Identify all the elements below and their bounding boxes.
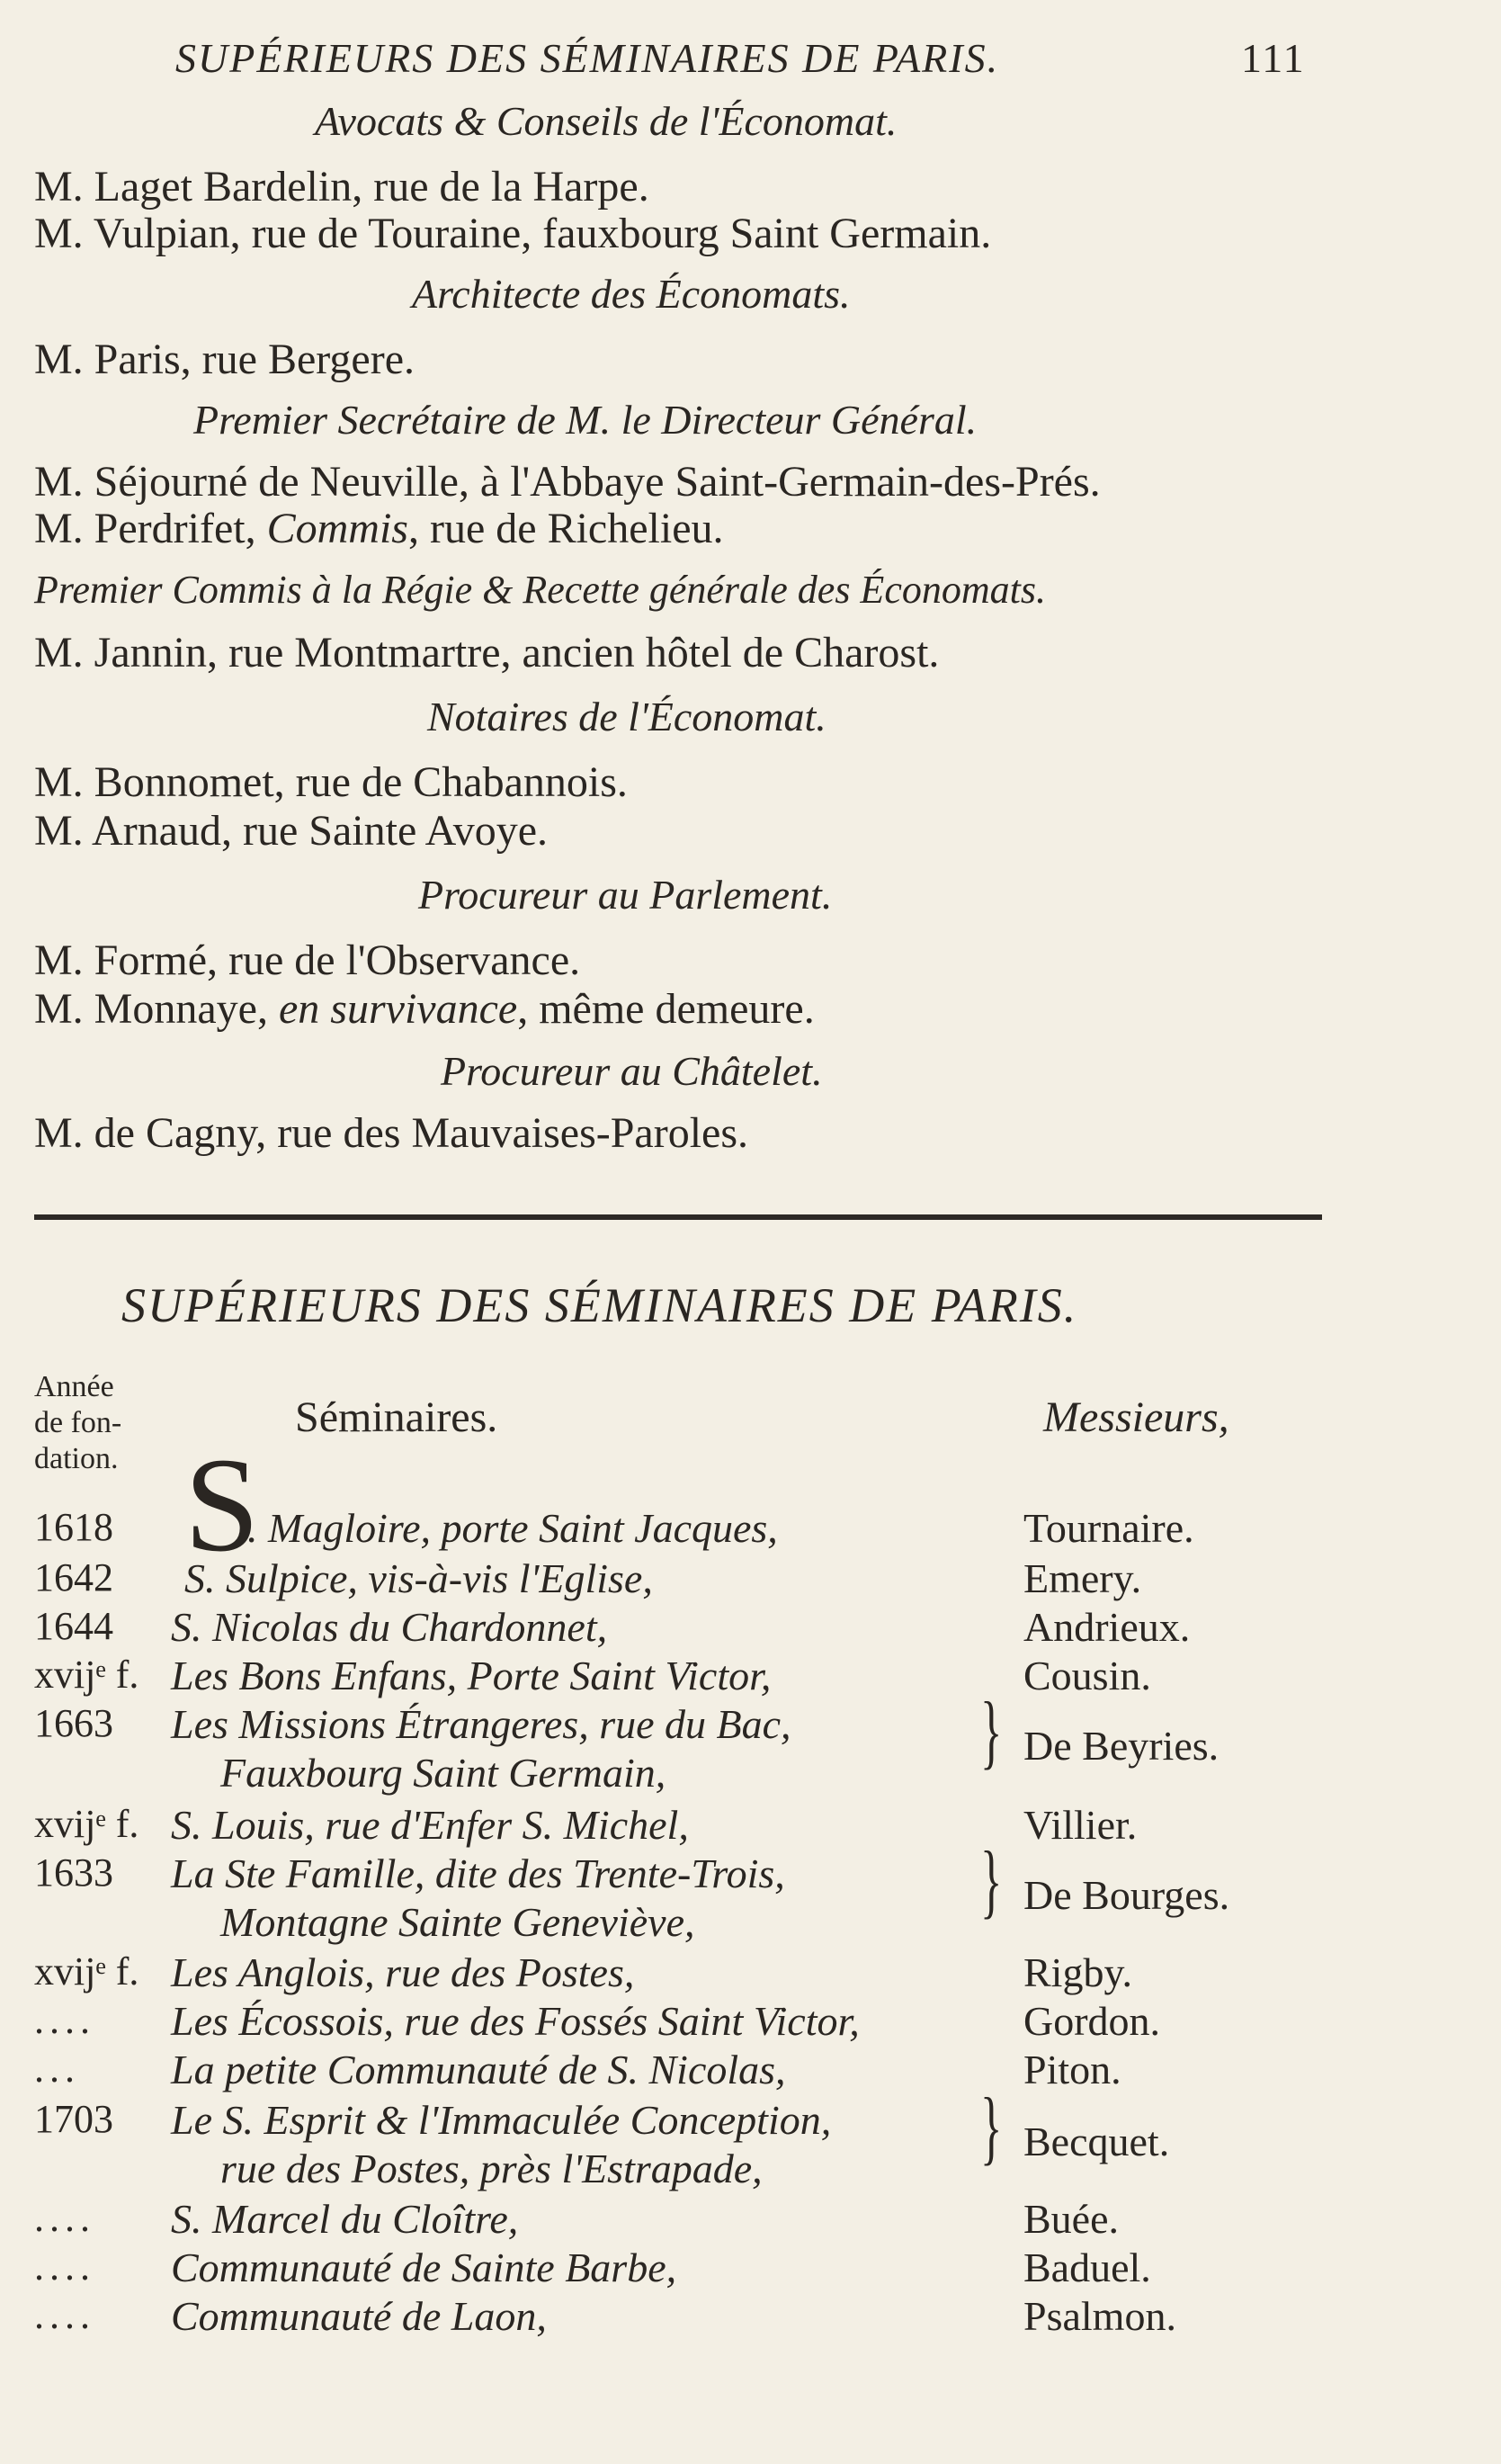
procureur-line-2 [34,984,815,1034]
row-name: Cousin. [1023,1653,1151,1698]
secretaire-line-2 [34,504,724,553]
brace: } [980,2081,1003,2173]
heading-procureur-parlement: Procureur au Parlement. [418,872,833,918]
commis-line: M. Jannin, rue Montmartre, ancien hôtel de Charost. [34,629,940,676]
procureur-line-2-italic: en survivance [278,985,518,1033]
brace: } [980,1834,1003,1926]
avocat-line-2: M. Vulpian, rue de Touraine, fauxbourg Saint Germain. [34,210,992,257]
avocat-line-1: M. Laget Bardelin, rue de la Harpe. [34,163,649,211]
row-year: 1642 [34,1555,113,1599]
row-name: Tournaire. [1023,1505,1194,1551]
row-year: .... [34,1998,95,2042]
column-header-year-line-1: Année [34,1370,114,1403]
heading-architecte: Architecte des Économats. [412,271,851,317]
row-year: .... [34,2196,95,2240]
row-year: xvijᵉ f. [34,1802,139,1846]
notaire-line-2: M. Arnaud, rue Sainte Avoye. [34,807,549,855]
row-entry: La Ste Famille, dite des Trente-Trois, [171,1850,785,1896]
row-entry: Les Anglois, rue des Postes, [171,1949,635,1995]
row-entry-continuation: rue des Postes, près l'Estrapade, [220,2146,763,2191]
row-entry: S. Marcel du Cloître, [171,2196,519,2242]
secretaire-line-2-italic: Commis [266,505,408,552]
row-name: Buée. [1023,2196,1120,2242]
row-entry: Le S. Esprit & l'Immaculée Conception, [171,2097,832,2143]
row-name: Gordon. [1023,1998,1161,2044]
row-year: 1633 [34,1850,113,1895]
row-year: 1703 [34,2097,113,2141]
row-entry: S. Nicolas du Chardonnet, [171,1604,608,1650]
row-entry: La petite Communauté de S. Nicolas, [171,2047,786,2092]
row-year: xvijᵉ f. [34,1949,139,1994]
row-entry-continuation: Fauxbourg Saint Germain, [220,1750,666,1796]
row-name: Baduel. [1023,2244,1151,2290]
row-year: .... [34,2293,95,2337]
row-name: De Beyries. [1023,1723,1220,1769]
row-entry: S. Sulpice, vis-à-vis l'Eglise, [184,1555,653,1601]
heading-secretaire: Premier Secrétaire de M. le Directeur Général. [193,397,978,443]
row-year: 1618 [34,1505,113,1549]
notaire-line-1: M. Bonnomet, rue de Chabannois. [34,758,628,806]
row-entry: . Magloire, porte Saint Jacques, [247,1505,778,1551]
row-entry: Les Bons Enfans, Porte Saint Victor, [171,1653,772,1698]
row-entry: Communauté de Laon, [171,2293,547,2339]
column-header-year-line-3: dation. [34,1442,119,1475]
row-entry-continuation: Montagne Sainte Geneviève, [220,1899,695,1945]
secretaire-line-2-end: , rue de Richelieu. [407,505,724,552]
row-entry: S. Louis, rue d'Enfer S. Michel, [171,1802,689,1848]
row-year: 1663 [34,1701,113,1745]
running-head: SUPÉRIEURS DES SÉMINAIRES DE PARIS. [175,35,1000,81]
row-entry: Communauté de Sainte Barbe, [171,2244,677,2290]
row-name: Emery. [1023,1555,1142,1601]
column-header-seminaires: Séminaires. [295,1393,498,1441]
secretaire-line-2-start: M. Perdrifet, [34,505,267,552]
row-name: Becquet. [1023,2119,1170,2164]
row-name: Rigby. [1023,1949,1132,1995]
row-name: Villier. [1023,1802,1138,1848]
row-name: Piton. [1023,2047,1121,2092]
row-year: ... [34,2047,80,2091]
row-year: 1644 [34,1604,113,1648]
page-number: 111 [1241,35,1306,81]
procureur-line-2-end: , même demeure. [517,985,815,1033]
drop-cap: S [184,1430,260,1580]
row-name: Andrieux. [1023,1604,1191,1650]
heading-avocats: Avocats & Conseils de l'Économat. [315,98,898,144]
row-name: De Bourges. [1023,1872,1230,1918]
section-title: SUPÉRIEURS DES SÉMINAIRES DE PARIS. [121,1278,1078,1332]
column-header-year [34,1369,121,1477]
heading-notaires: Notaires de l'Économat. [427,694,826,739]
procureur-line-2-start: M. Monnaye, [34,985,279,1033]
architecte-line: M. Paris, rue Bergere. [34,336,415,383]
chatelet-line: M. de Cagny, rue des Mauvaises-Paroles. [34,1109,749,1157]
row-entry: Les Écossois, rue des Fossés Saint Victor, [171,1998,860,2044]
section-divider [34,1214,1322,1220]
brace: } [980,1685,1003,1777]
procureur-line-1: M. Formé, rue de l'Observance. [34,936,581,984]
row-name: Psalmon. [1023,2293,1176,2339]
row-year: .... [34,2244,95,2289]
heading-procureur-chatelet: Procureur au Châtelet. [441,1048,823,1094]
column-header-messieurs: Messieurs, [1043,1393,1229,1441]
row-year: xvijᵉ f. [34,1653,139,1697]
row-entry: Les Missions Étrangeres, rue du Bac, [171,1701,791,1747]
secretaire-line-1: M. Séjourné de Neuville, à l'Abbaye Saint-Germain-des-Prés. [34,458,1101,506]
column-header-year-line-2: de fon- [34,1406,122,1439]
heading-commis: Premier Commis à la Régie & Recette générale des Économats. [34,568,1046,612]
